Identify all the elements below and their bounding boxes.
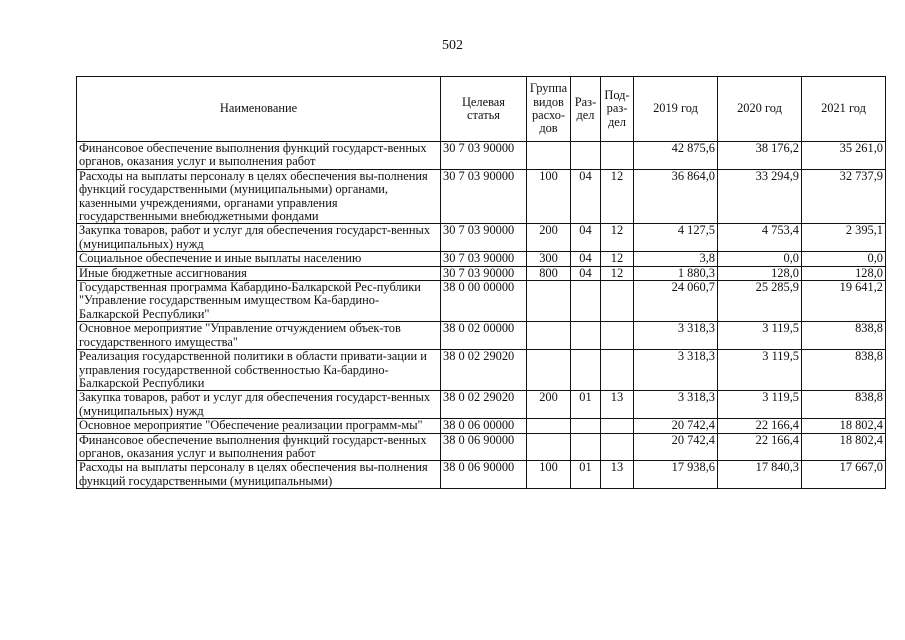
cell-section (571, 281, 601, 322)
cell-2021: 35 261,0 (802, 142, 886, 170)
cell-subsection (601, 419, 634, 433)
cell-2020: 33 294,9 (718, 169, 802, 224)
cell-name: Закупка товаров, работ и услуг для обеспечения государст-венных (муниципальных) нужд (77, 391, 441, 419)
cell-subsection: 13 (601, 461, 634, 489)
cell-target-code: 38 0 06 90000 (441, 433, 527, 461)
table-row (77, 419, 886, 433)
cell-section (571, 322, 601, 350)
cell-section: 04 (571, 266, 601, 280)
cell-group: 100 (527, 169, 571, 224)
cell-group: 200 (527, 391, 571, 419)
page-number: 502 (442, 38, 463, 53)
cell-section: 01 (571, 461, 601, 489)
cell-2021: 0,0 (802, 252, 886, 266)
cell-target-code: 38 0 02 29020 (441, 391, 527, 419)
cell-subsection (601, 322, 634, 350)
cell-subsection (601, 142, 634, 170)
cell-subsection (601, 281, 634, 322)
cell-2019: 3,8 (634, 252, 718, 266)
cell-group (527, 419, 571, 433)
cell-2020: 128,0 (718, 266, 802, 280)
cell-2021: 17 667,0 (802, 461, 886, 489)
cell-group (527, 350, 571, 391)
header-group (527, 77, 571, 142)
cell-target-code: 30 7 03 90000 (441, 252, 527, 266)
cell-2021: 838,8 (802, 391, 886, 419)
cell-section (571, 142, 601, 170)
cell-2020: 3 119,5 (718, 391, 802, 419)
cell-2019: 24 060,7 (634, 281, 718, 322)
cell-name: Социальное обеспечение и иные выплаты населению (77, 252, 441, 266)
cell-name: Финансовое обеспечение выполнения функций государст-венных органов, оказания услуг и выполнения работ (77, 433, 441, 461)
cell-2021: 18 802,4 (802, 419, 886, 433)
cell-section: 04 (571, 224, 601, 252)
cell-section (571, 350, 601, 391)
cell-2019: 1 880,3 (634, 266, 718, 280)
cell-target-code: 38 0 06 00000 (441, 419, 527, 433)
cell-2019: 36 864,0 (634, 169, 718, 224)
cell-2019: 3 318,3 (634, 350, 718, 391)
table-row (77, 142, 886, 170)
cell-2021: 18 802,4 (802, 433, 886, 461)
budget-table (76, 76, 886, 489)
cell-2020: 3 119,5 (718, 350, 802, 391)
cell-2021: 19 641,2 (802, 281, 886, 322)
cell-subsection: 12 (601, 252, 634, 266)
header-section-line: Раз- (574, 94, 597, 109)
table-body (77, 142, 886, 489)
cell-2020: 38 176,2 (718, 142, 802, 170)
cell-target-code: 30 7 03 90000 (441, 266, 527, 280)
header-2020: 2020 год (718, 77, 802, 142)
cell-2021: 2 395,1 (802, 224, 886, 252)
header-2021: 2021 год (802, 77, 886, 142)
table-row (77, 350, 886, 391)
cell-name: Закупка товаров, работ и услуг для обеспечения государст-венных (муниципальных) нужд (77, 224, 441, 252)
table-row (77, 266, 886, 280)
cell-group (527, 281, 571, 322)
table-row (77, 461, 886, 489)
header-subsection-line: Под- (604, 87, 630, 102)
cell-2020: 3 119,5 (718, 322, 802, 350)
cell-2021: 838,8 (802, 322, 886, 350)
cell-subsection: 12 (601, 224, 634, 252)
cell-section: 01 (571, 391, 601, 419)
cell-2021: 128,0 (802, 266, 886, 280)
header-group-line: расхо- (531, 108, 566, 122)
cell-subsection: 12 (601, 266, 634, 280)
cell-subsection (601, 433, 634, 461)
header-subsection-line: раз- (606, 101, 628, 116)
cell-2020: 22 166,4 (718, 433, 802, 461)
cell-name: Основное мероприятие "Обеспечение реализации программ-мы" (77, 419, 441, 433)
cell-2020: 25 285,9 (718, 281, 802, 322)
cell-name: Основное мероприятие "Управление отчуждением объек-тов государственного имущества" (77, 322, 441, 350)
header-row (77, 77, 886, 142)
cell-target-code: 30 7 03 90000 (441, 224, 527, 252)
cell-group (527, 322, 571, 350)
header-name: Наименование (77, 77, 441, 142)
cell-section: 04 (571, 252, 601, 266)
cell-2019: 3 318,3 (634, 322, 718, 350)
cell-target-code: 38 0 06 90000 (441, 461, 527, 489)
cell-2020: 22 166,4 (718, 419, 802, 433)
cell-2019: 17 938,6 (634, 461, 718, 489)
cell-name: Финансовое обеспечение выполнения функций государст-венных органов, оказания услуг и выполнения работ (77, 142, 441, 170)
table-row (77, 391, 886, 419)
cell-target-code: 38 0 00 00000 (441, 281, 527, 322)
cell-2020: 0,0 (718, 252, 802, 266)
cell-2019: 20 742,4 (634, 433, 718, 461)
cell-name: Иные бюджетные ассигнования (77, 266, 441, 280)
cell-2021: 32 737,9 (802, 169, 886, 224)
cell-2020: 17 840,3 (718, 461, 802, 489)
cell-target-code: 30 7 03 90000 (441, 142, 527, 170)
cell-section (571, 433, 601, 461)
table-row (77, 252, 886, 266)
cell-subsection: 13 (601, 391, 634, 419)
header-target-line: статья (466, 108, 500, 122)
cell-name: Расходы на выплаты персоналу в целях обеспечения вы-полнения функций государственными (муниципальными) (77, 461, 441, 489)
cell-group: 200 (527, 224, 571, 252)
header-section-line: дел (576, 108, 595, 122)
header-subsection (601, 77, 634, 142)
header-group-line: дов (539, 121, 558, 136)
cell-2019: 42 875,6 (634, 142, 718, 170)
cell-section: 04 (571, 169, 601, 224)
header-target-line: Целевая (461, 94, 506, 109)
header-2019: 2019 год (634, 77, 718, 142)
cell-2019: 3 318,3 (634, 391, 718, 419)
header-group-line: видов (533, 94, 564, 109)
cell-group: 300 (527, 252, 571, 266)
table-row (77, 433, 886, 461)
cell-2019: 20 742,4 (634, 419, 718, 433)
cell-name: Реализация государственной политики в области привати-зации и управления государственной собственностью Ка-бардино-Балкарской Республики (77, 350, 441, 391)
header-group-line: Группа (529, 81, 568, 96)
header-section (571, 77, 601, 142)
cell-group (527, 142, 571, 170)
cell-target-code: 38 0 02 29020 (441, 350, 527, 391)
header-target (441, 77, 527, 142)
header-subsection-line: дел (608, 114, 626, 129)
cell-subsection: 12 (601, 169, 634, 224)
cell-target-code: 38 0 02 00000 (441, 322, 527, 350)
cell-subsection (601, 350, 634, 391)
cell-2019: 4 127,5 (634, 224, 718, 252)
cell-name: Государственная программа Кабардино-Балкарской Рес-публики "Управление государственным имуществом Ка-бардино-Балкарской Республики" (77, 281, 441, 322)
table-row (77, 322, 886, 350)
cell-2020: 4 753,4 (718, 224, 802, 252)
cell-group: 100 (527, 461, 571, 489)
table-row (77, 281, 886, 322)
cell-name: Расходы на выплаты персоналу в целях обеспечения вы-полнения функций государственными (муниципальными) органами, казенными учреждениями, органами управления государственными внебюджетными фондами (77, 169, 441, 224)
cell-section (571, 419, 601, 433)
cell-group: 800 (527, 266, 571, 280)
cell-group (527, 433, 571, 461)
cell-target-code: 30 7 03 90000 (441, 169, 527, 224)
cell-2021: 838,8 (802, 350, 886, 391)
table-row (77, 169, 886, 224)
table-row (77, 224, 886, 252)
